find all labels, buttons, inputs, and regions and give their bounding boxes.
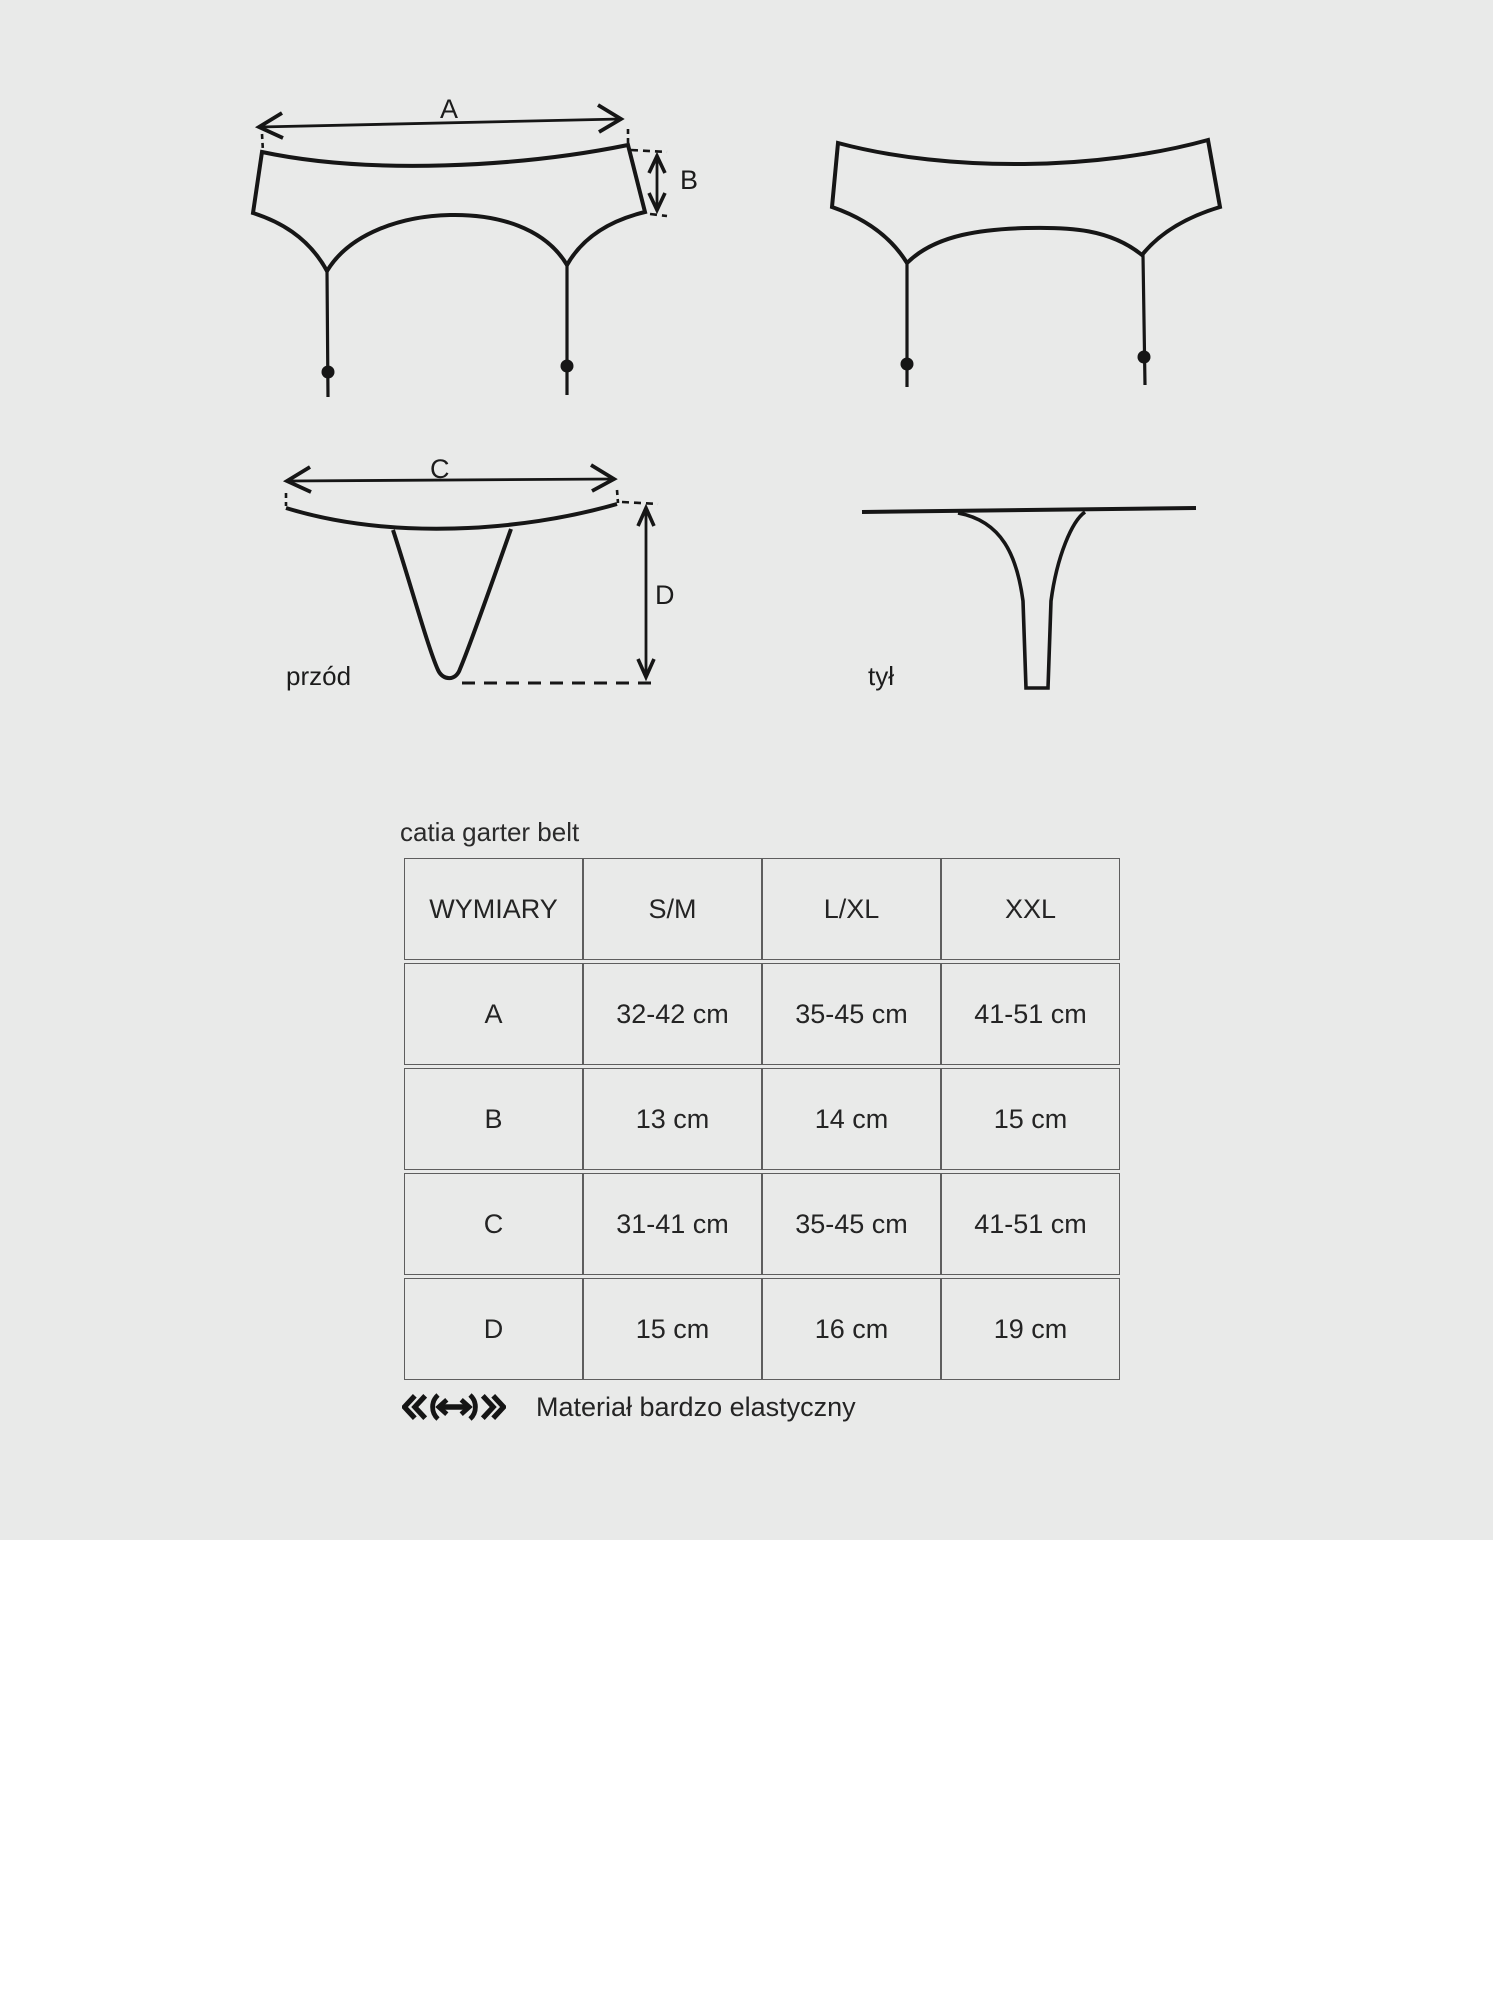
d-dimension-arrow	[462, 502, 659, 683]
front-thong-waist	[286, 504, 617, 529]
front-view-label: przód	[286, 661, 352, 691]
back-thong-drawing	[862, 508, 1196, 691]
table-row-a	[404, 963, 1120, 1065]
table-cell: 15 cm	[583, 1278, 762, 1380]
row-label: B	[404, 1068, 583, 1170]
row-label: A	[404, 963, 583, 1065]
front-garter-drawing	[253, 145, 645, 397]
table-cell: 19 cm	[941, 1278, 1120, 1380]
c-dimension-arrow	[286, 465, 618, 506]
back-garter-outline	[832, 140, 1220, 263]
stretch-note	[402, 1392, 856, 1422]
size-table-header-wymiary: WYMIARY	[404, 858, 583, 960]
size-table	[404, 855, 1120, 1383]
back-thong-strip	[958, 512, 1085, 688]
table-row-c	[404, 1173, 1120, 1275]
table-cell: 14 cm	[762, 1068, 941, 1170]
front-thong-gusset	[393, 529, 511, 678]
front-garter-clip-left	[322, 366, 335, 379]
size-table-header-lxl: L/XL	[762, 858, 941, 960]
back-garter-clip-right	[1138, 351, 1151, 364]
back-view-label: tył	[868, 661, 894, 691]
stretch-arrows-icon	[402, 1393, 506, 1421]
back-garter-clip-left	[901, 358, 914, 371]
table-cell: 35-45 cm	[762, 963, 941, 1065]
front-garter-outline	[253, 145, 645, 271]
front-garter-straps	[327, 265, 567, 397]
back-garter-drawing	[832, 140, 1220, 387]
table-cell: 16 cm	[762, 1278, 941, 1380]
back-thong-waist	[862, 508, 1196, 512]
dimension-label-c: C	[430, 454, 450, 484]
dimension-label-a: A	[440, 94, 459, 124]
garment-line-drawings	[0, 0, 1493, 760]
table-cell: 41-51 cm	[941, 963, 1120, 1065]
size-table-header-sm: S/M	[583, 858, 762, 960]
dimension-label-d: D	[655, 580, 675, 610]
table-cell: 13 cm	[583, 1068, 762, 1170]
size-table-header-xxl: XXL	[941, 858, 1120, 960]
size-table-header-row	[404, 858, 1120, 960]
dimension-label-b: B	[680, 165, 699, 195]
table-row-d	[404, 1278, 1120, 1380]
front-garter-clip-right	[561, 360, 574, 373]
table-cell: 31-41 cm	[583, 1173, 762, 1275]
back-garter-straps	[907, 255, 1145, 387]
table-cell: 15 cm	[941, 1068, 1120, 1170]
stretch-note-text: Materiał bardzo elastyczny	[536, 1392, 856, 1422]
row-label: D	[404, 1278, 583, 1380]
table-cell: 32-42 cm	[583, 963, 762, 1065]
product-title: catia garter belt	[400, 817, 580, 847]
front-thong-drawing	[286, 504, 617, 678]
table-cell: 41-51 cm	[941, 1173, 1120, 1275]
table-row-b	[404, 1068, 1120, 1170]
row-label: C	[404, 1173, 583, 1275]
table-cell: 35-45 cm	[762, 1173, 941, 1275]
